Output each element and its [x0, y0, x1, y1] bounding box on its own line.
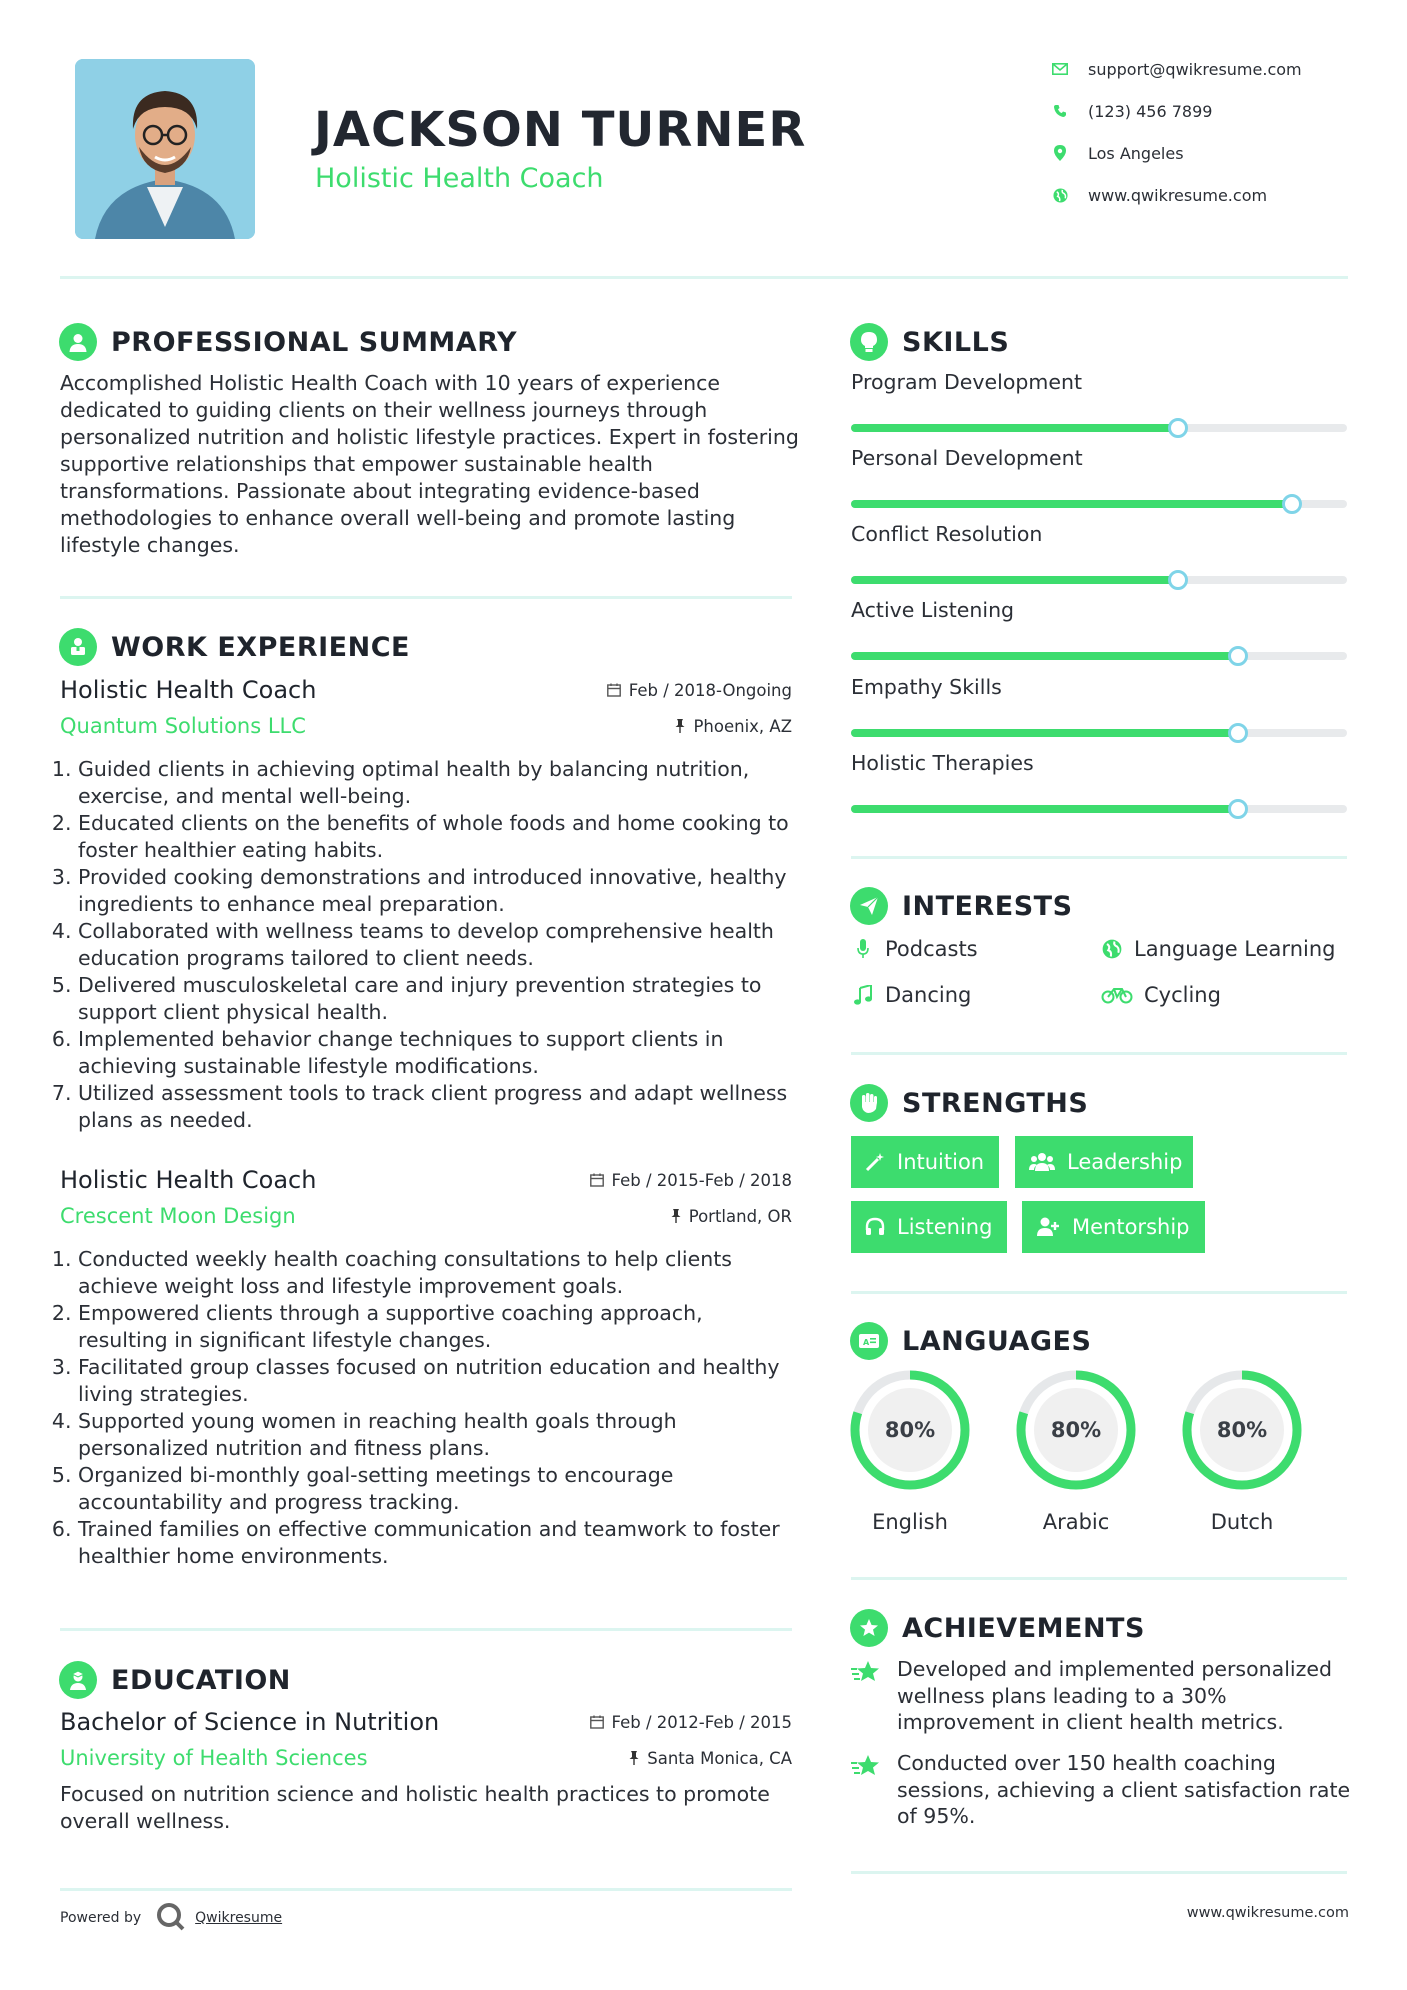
strengths-divider [851, 1291, 1347, 1294]
education-date: Feb / 2012-Feb / 2015 [590, 1713, 792, 1732]
music-note-icon [851, 985, 875, 1005]
skills-divider [851, 856, 1347, 859]
pin-icon [629, 1751, 639, 1765]
qwikresume-logo-icon [155, 1901, 185, 1935]
powered-by-label: Powered by [60, 1910, 142, 1926]
qwikresume-link[interactable]: Qwikresume [195, 1910, 283, 1926]
list-item: 7. Utilized assessment tools to track client progress and adapt wellness plans as needed. [78, 1080, 792, 1134]
education-divider [60, 1888, 792, 1891]
user-icon [59, 323, 97, 361]
achievements-heading: ACHIEVEMENTS [850, 1608, 1145, 1648]
list-item: 5. Organized bi-monthly goal-setting meetings to encourage accountability and progress tracking. [78, 1462, 792, 1516]
candidate-name: JACKSON TURNER [314, 102, 807, 158]
calendar-icon [607, 683, 621, 697]
skill-active-listening: Active Listening [851, 598, 1347, 660]
skill-empathy-skills: Empathy Skills [851, 675, 1347, 737]
skills-heading: SKILLS [850, 322, 1009, 362]
degree: Bachelor of Science in Nutrition [60, 1708, 440, 1736]
job-1-duties [60, 756, 792, 1134]
contact-phone[interactable] [1050, 96, 1350, 126]
language-english [848, 1368, 972, 1534]
skill-level-handle [1228, 799, 1248, 819]
list-item: 5. Delivered musculoskeletal care and injury prevention strategies to support client physical health. [78, 972, 792, 1026]
education-entry [60, 1704, 792, 1776]
achievement-1: Developed and implemented personalized wellness plans leading to a 30% improvement in client health metrics. [851, 1656, 1351, 1736]
skill-bar [851, 576, 1347, 584]
svg-text:A: A [863, 1338, 870, 1347]
microphone-icon [851, 939, 875, 959]
strength-listening: Listening [851, 1201, 1007, 1253]
calendar-icon [590, 1715, 604, 1729]
job-2-duties [60, 1246, 792, 1570]
skill-level-handle [1168, 418, 1188, 438]
candidate-title: Holistic Health Coach [315, 163, 604, 194]
education-location: Santa Monica, CA [629, 1749, 792, 1768]
list-item: 6. Trained families on effective communication and teamwork to foster healthier home environments. [78, 1516, 792, 1570]
skill-level-handle [1282, 494, 1302, 514]
language-dutch [1180, 1368, 1304, 1534]
contact-email[interactable] [1050, 54, 1350, 84]
briefcase-user-icon [59, 628, 97, 666]
achievements-divider [851, 1871, 1347, 1874]
headphones-icon [865, 1217, 885, 1237]
lightbulb-icon [850, 323, 888, 361]
contact-location-text: Los Angeles [1088, 143, 1184, 163]
list-item: 2. Empowered clients through a supportive coaching approach, resulting in significant lifestyle changes. [78, 1300, 792, 1354]
job-1-company: Quantum Solutions LLC [60, 714, 306, 738]
interest-podcasts: Podcasts [851, 934, 978, 964]
magic-wand-icon [865, 1152, 885, 1172]
language-card-icon [850, 1322, 888, 1360]
skill-bar [851, 729, 1347, 737]
language-percent: 80% [884, 1418, 936, 1442]
skill-bar [851, 805, 1347, 813]
job-2-company: Crescent Moon Design [60, 1204, 296, 1228]
person-portrait-icon [75, 59, 255, 239]
education-heading: EDUCATION [59, 1660, 291, 1700]
summary-divider [60, 596, 792, 599]
star-badge-icon [850, 1609, 888, 1647]
skill-level-handle [1228, 723, 1248, 743]
language-percent: 80% [1216, 1418, 1268, 1442]
star-icon [851, 1656, 887, 1736]
contact-website[interactable] [1050, 180, 1350, 210]
skill-conflict-resolution: Conflict Resolution [851, 522, 1347, 584]
contact-location [1050, 138, 1350, 168]
strengths-heading: STRENGTHS [850, 1083, 1088, 1123]
interest-language-learning: Language Learning [1100, 934, 1335, 964]
fist-icon [850, 1084, 888, 1122]
skill-holistic-therapies: Holistic Therapies [851, 751, 1347, 813]
contact-phone-text: (123) 456 7899 [1088, 101, 1213, 121]
list-item: 4. Supported young women in reaching health goals through personalized nutrition and fitness plans. [78, 1408, 792, 1462]
language-name: Arabic [1042, 1510, 1110, 1534]
skill-level-handle [1228, 646, 1248, 666]
pin-icon [675, 719, 685, 733]
list-item: 1. Guided clients in achieving optimal health by balancing nutrition, exercise, and mental well-being. [78, 756, 792, 810]
location-icon [1050, 143, 1070, 163]
skill-level-handle [1168, 570, 1188, 590]
language-name: English [872, 1510, 948, 1534]
education-description: Focused on nutrition science and holistic health practices to promote overall wellness. [60, 1782, 770, 1833]
job-1-date: Feb / 2018-Ongoing [607, 681, 792, 700]
school: University of Health Sciences [60, 1746, 368, 1770]
phone-icon [1050, 101, 1070, 121]
job-1-location: Phoenix, AZ [675, 717, 792, 736]
list-item: 2. Educated clients on the benefits of whole foods and home cooking to foster healthier eating habits. [78, 810, 792, 864]
interest-dancing: Dancing [851, 980, 971, 1010]
footer-branding [60, 1900, 282, 1936]
skill-bar [851, 500, 1347, 508]
interests-divider [851, 1052, 1347, 1055]
email-icon [1050, 59, 1070, 79]
interests-heading: INTERESTS [850, 886, 1073, 926]
strength-mentorship: Mentorship [1022, 1201, 1205, 1253]
list-item: 3. Facilitated group classes focused on nutrition education and healthy living strategies. [78, 1354, 792, 1408]
job-2-title: Holistic Health Coach [60, 1166, 317, 1194]
experience-heading: WORK EXPERIENCE [59, 627, 410, 667]
language-percent: 80% [1050, 1418, 1102, 1442]
contact-email-text: support@qwikresume.com [1088, 59, 1302, 79]
user-plus-icon [1036, 1217, 1060, 1237]
summary-text: Accomplished Holistic Health Coach with 10 years of experience dedicated to guiding clients on their wellness journeys through personalized nutrition and holistic lifestyle practices. Expert in fostering supportive relationships that empower sustainable health transformations. Passionate about integrating evidence-based methodologies to enhance overall well-being and promote lasting lifestyle changes. [60, 371, 799, 557]
experience-divider [60, 1628, 792, 1631]
language-name: Dutch [1210, 1510, 1274, 1534]
paper-plane-icon [850, 887, 888, 925]
strength-intuition: Intuition [851, 1136, 999, 1188]
star-icon [851, 1750, 887, 1830]
skill-personal-development: Personal Development [851, 446, 1347, 508]
job-2 [60, 1162, 792, 1570]
list-item: 4. Collaborated with wellness teams to develop comprehensive health education programs tailored to client needs. [78, 918, 792, 972]
language-arabic [1014, 1368, 1138, 1534]
footer-site-link[interactable]: www.qwikresume.com [1186, 1905, 1349, 1921]
skill-bar [851, 424, 1347, 432]
skill-bar [851, 652, 1347, 660]
job-1-title: Holistic Health Coach [60, 676, 317, 704]
list-item: 1. Conducted weekly health coaching consultations to help clients achieve weight loss and lifestyle improvement goals. [78, 1246, 792, 1300]
strength-leadership: Leadership [1015, 1136, 1193, 1188]
header-divider [60, 276, 1348, 279]
globe-icon [1100, 939, 1124, 959]
interest-cycling: Cycling [1100, 980, 1221, 1010]
skill-program-development: Program Development [851, 370, 1347, 432]
pin-icon [671, 1209, 681, 1223]
contact-website-text: www.qwikresume.com [1088, 185, 1268, 205]
globe-icon [1050, 185, 1070, 205]
languages-heading: A LANGUAGES [850, 1321, 1091, 1361]
list-item: 3. Provided cooking demonstrations and introduced innovative, healthy ingredients to enhance meal preparation. [78, 864, 792, 918]
bicycle-icon [1100, 986, 1134, 1004]
profile-photo [75, 59, 255, 239]
list-item: 6. Implemented behavior change techniques to support clients in achieving sustainable lifestyle modifications. [78, 1026, 792, 1080]
languages-divider [851, 1577, 1347, 1580]
graduate-icon [59, 1661, 97, 1699]
summary-heading: PROFESSIONAL SUMMARY [59, 322, 517, 362]
achievement-2: Conducted over 150 health coaching sessions, achieving a client satisfaction rate of 95%. [851, 1750, 1351, 1830]
job-2-location: Portland, OR [671, 1207, 792, 1226]
calendar-icon [590, 1173, 604, 1187]
job-1 [60, 672, 792, 1134]
users-icon [1029, 1152, 1055, 1172]
job-2-date: Feb / 2015-Feb / 2018 [590, 1171, 792, 1190]
